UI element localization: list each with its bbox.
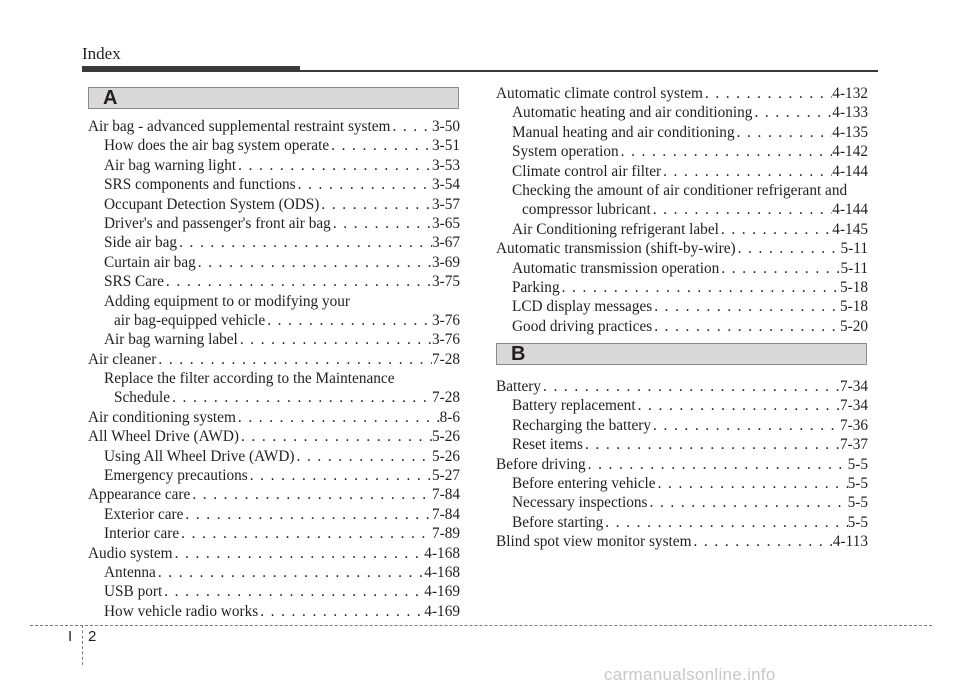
entry-text: Air Conditioning refrigerant label xyxy=(512,220,719,238)
entry-page: 5-5 xyxy=(847,494,868,512)
index-entry xyxy=(88,156,460,175)
dot-leader xyxy=(651,416,840,435)
entry-text: All Wheel Drive (AWD) xyxy=(88,428,239,446)
index-entry xyxy=(496,493,868,512)
watermark: carmanualsonline.info xyxy=(604,665,776,684)
entry-text: USB port xyxy=(104,583,163,601)
dot-leader xyxy=(258,602,424,621)
entry-text: Before entering vehicle xyxy=(512,474,656,492)
entry-page: 3-65 xyxy=(431,214,460,232)
entry-text: Emergency precautions xyxy=(104,467,248,485)
entry-page: 4-142 xyxy=(832,143,868,161)
entry-text: Automatic transmission operation xyxy=(512,259,720,277)
index-entry xyxy=(88,447,460,466)
dot-leader xyxy=(661,162,832,181)
header-rule-thick xyxy=(82,66,300,72)
dot-leader xyxy=(329,136,432,155)
index-entry xyxy=(88,485,460,504)
index-entry xyxy=(88,408,460,427)
entry-page: 4-144 xyxy=(832,162,868,180)
entry-text: Appearance care xyxy=(88,486,191,504)
footer-rule xyxy=(30,625,932,626)
entry-text: Driver's and passenger's front air bag xyxy=(104,214,331,232)
index-entry xyxy=(496,455,868,474)
dot-leader xyxy=(265,311,432,330)
entry-text: Before driving xyxy=(496,455,586,473)
entry-text: Curtain air bag xyxy=(104,253,196,271)
entry-page: 5-18 xyxy=(839,278,868,296)
index-entry xyxy=(88,563,460,582)
index-entry xyxy=(88,602,460,621)
dot-leader xyxy=(179,524,432,543)
dot-leader xyxy=(164,272,432,291)
index-entry xyxy=(88,253,460,272)
entry-page: 5-26 xyxy=(431,447,460,465)
footer-section-label: I xyxy=(68,628,73,645)
dot-leader xyxy=(652,317,840,336)
entry-text: Necessary inspections xyxy=(512,494,648,512)
index-entry xyxy=(496,162,868,181)
entry-page: 7-84 xyxy=(431,486,460,504)
section-header-b xyxy=(496,343,867,365)
entry-page: 5-5 xyxy=(847,474,868,492)
entry-text: Interior care xyxy=(104,525,180,543)
entry-page: 4-132 xyxy=(832,85,868,102)
index-entry xyxy=(496,396,868,415)
index-entry xyxy=(496,142,868,161)
entry-text: Reset items xyxy=(512,436,583,454)
entry-page: 5-5 xyxy=(847,513,868,531)
index-entry xyxy=(496,200,868,219)
dot-leader xyxy=(636,396,840,415)
index-entry xyxy=(88,214,460,233)
index-entry xyxy=(496,259,868,278)
index-entry xyxy=(496,435,868,454)
entry-text: Schedule xyxy=(114,389,171,407)
entry-page: 4-168 xyxy=(424,544,460,562)
index-column-right-a xyxy=(496,84,868,336)
entry-page: 5-27 xyxy=(431,467,460,485)
entry-text: Air bag - advanced supplemental restraint system xyxy=(88,118,391,135)
dot-leader xyxy=(319,195,432,214)
dot-leader xyxy=(156,563,424,582)
index-entry xyxy=(88,582,460,601)
index-entry xyxy=(88,330,460,349)
entry-text: Audio system xyxy=(88,544,173,562)
entry-page: 7-89 xyxy=(431,525,460,543)
entry-text: Battery replacement xyxy=(512,397,636,415)
index-entry xyxy=(88,175,460,194)
entry-text: Parking xyxy=(512,278,560,296)
entry-page: 3-76 xyxy=(431,331,460,349)
entry-page: 7-36 xyxy=(839,416,868,434)
entry-page: 7-37 xyxy=(839,436,868,454)
entry-text: SRS Care xyxy=(104,273,164,291)
dot-leader xyxy=(648,493,848,512)
entry-page: 7-34 xyxy=(839,397,868,415)
entry-page: 7-28 xyxy=(431,350,460,368)
dot-leader xyxy=(236,156,432,175)
entry-page: 4-113 xyxy=(832,533,868,551)
section-header-a xyxy=(88,87,459,109)
entry-page: 4-169 xyxy=(424,583,460,601)
dot-leader xyxy=(177,233,432,252)
index-entry xyxy=(88,311,460,330)
entry-text: Air conditioning system xyxy=(88,408,236,426)
entry-text: LCD display messages xyxy=(512,298,653,316)
index-entry xyxy=(88,136,460,155)
index-entry xyxy=(88,272,460,291)
entry-page: 4-169 xyxy=(424,602,460,620)
entry-text: SRS components and functions xyxy=(104,176,296,194)
dot-leader xyxy=(248,466,432,485)
entry-page: 3-57 xyxy=(431,195,460,213)
index-entry xyxy=(496,103,868,122)
index-entry xyxy=(88,195,460,214)
index-entry xyxy=(88,369,460,388)
dot-leader xyxy=(173,544,425,563)
entry-text: Before starting xyxy=(512,513,604,531)
dot-leader xyxy=(196,253,432,272)
dot-leader xyxy=(239,427,432,446)
header-rule-thin xyxy=(300,70,878,72)
dot-leader xyxy=(736,239,841,258)
entry-page: 3-50 xyxy=(431,118,460,135)
entry-text: Good driving practices xyxy=(512,317,653,335)
page-title: Index xyxy=(82,44,121,63)
dot-leader xyxy=(719,259,840,278)
entry-text: Battery xyxy=(496,378,542,395)
index-entry xyxy=(88,544,460,563)
index-entry xyxy=(88,233,460,252)
dot-leader xyxy=(703,84,832,103)
entry-text: Antenna xyxy=(104,563,156,581)
index-column-left xyxy=(88,117,460,621)
dot-leader xyxy=(162,582,424,601)
index-entry xyxy=(496,297,868,316)
index-entry xyxy=(88,350,460,369)
dot-leader xyxy=(656,474,848,493)
entry-text: Automatic heating and air conditioning xyxy=(512,104,753,122)
entry-page: 5-18 xyxy=(839,298,868,316)
entry-page: 7-84 xyxy=(431,505,460,523)
entry-page: 3-67 xyxy=(431,234,460,252)
index-entry xyxy=(496,278,868,297)
entry-page: 4-144 xyxy=(832,201,868,219)
dot-leader xyxy=(583,435,840,454)
entry-page: 7-34 xyxy=(839,378,868,395)
entry-text: System operation xyxy=(512,143,619,161)
entry-text: Recharging the battery xyxy=(512,416,652,434)
dot-leader xyxy=(603,513,847,532)
footer-divider xyxy=(82,625,83,665)
entry-text: Air bag warning label xyxy=(104,331,238,349)
dot-leader xyxy=(691,532,832,551)
entry-text: Occupant Detection System (ODS) xyxy=(104,195,320,213)
index-entry xyxy=(88,466,460,485)
entry-page: 5-20 xyxy=(839,317,868,335)
index-column-right-b xyxy=(496,377,868,552)
entry-page: 4-135 xyxy=(832,123,868,141)
dot-leader xyxy=(541,377,840,396)
entry-text: air bag-equipped vehicle xyxy=(114,311,266,329)
index-entry xyxy=(496,532,868,551)
entry-text: Automatic transmission (shift-by-wire) xyxy=(496,240,736,258)
entry-text: Exterior care xyxy=(104,505,184,523)
dot-leader xyxy=(295,447,432,466)
entry-text: Blind spot view monitor system xyxy=(496,533,692,551)
entry-text: How vehicle radio works xyxy=(104,602,259,620)
entry-text: Automatic climate control system xyxy=(496,85,703,102)
dot-leader xyxy=(236,408,440,427)
entry-page: 8-6 xyxy=(439,408,460,426)
index-entry xyxy=(88,524,460,543)
index-entry xyxy=(496,123,868,142)
dot-leader xyxy=(651,200,833,219)
index-entry xyxy=(496,181,868,200)
entry-page: 3-53 xyxy=(431,156,460,174)
index-entry xyxy=(496,513,868,532)
dot-leader xyxy=(719,220,832,239)
entry-page: 3-69 xyxy=(431,253,460,271)
entry-page: 5-11 xyxy=(840,259,868,277)
entry-text: Air cleaner xyxy=(88,350,157,368)
entry-text: Manual heating and air conditioning xyxy=(512,123,735,141)
entry-text: Adding equipment to or modifying your xyxy=(104,292,350,310)
index-entry xyxy=(496,317,868,336)
index-entry xyxy=(88,388,460,407)
index-entry xyxy=(88,117,460,136)
dot-leader xyxy=(619,142,833,161)
dot-leader xyxy=(390,117,432,136)
dot-leader xyxy=(190,485,432,504)
index-entry xyxy=(496,84,868,103)
entry-page: 3-75 xyxy=(431,273,460,291)
entry-page: 4-168 xyxy=(424,563,460,581)
dot-leader xyxy=(296,175,432,194)
dot-leader xyxy=(735,123,833,142)
entry-text: Using All Wheel Drive (AWD) xyxy=(104,447,295,465)
entry-text: Replace the filter according to the Maintenance xyxy=(104,370,395,388)
entry-text: How does the air bag system operate xyxy=(104,137,330,155)
entry-page: 3-76 xyxy=(431,311,460,329)
entry-page: 5-5 xyxy=(847,455,868,473)
index-entry xyxy=(496,220,868,239)
index-entry xyxy=(88,427,460,446)
entry-page: 7-28 xyxy=(431,389,460,407)
dot-leader xyxy=(156,350,432,369)
index-entry xyxy=(88,505,460,524)
dot-leader xyxy=(238,330,432,349)
dot-leader xyxy=(331,214,432,233)
index-entry xyxy=(496,474,868,493)
section-letter-a: A xyxy=(103,87,118,109)
dot-leader xyxy=(652,297,840,316)
dot-leader xyxy=(170,388,432,407)
dot-leader xyxy=(586,455,848,474)
section-letter-b: B xyxy=(511,343,526,365)
index-entry xyxy=(496,377,868,396)
footer-page-number: 2 xyxy=(88,628,97,645)
entry-page: 5-26 xyxy=(431,428,460,446)
dot-leader xyxy=(183,505,432,524)
entry-text: Checking the amount of air conditioner refrigerant and xyxy=(512,181,848,199)
dot-leader xyxy=(752,103,832,122)
entry-page: 3-51 xyxy=(431,137,460,155)
entry-text: Air bag warning light xyxy=(104,156,237,174)
index-entry xyxy=(496,239,868,258)
entry-page: 4-145 xyxy=(832,220,868,238)
entry-text: Climate control air filter xyxy=(512,162,662,180)
index-entry xyxy=(496,416,868,435)
entry-text: Side air bag xyxy=(104,234,178,252)
entry-page: 4-133 xyxy=(832,104,868,122)
dot-leader xyxy=(560,278,840,297)
entry-page: 5-11 xyxy=(840,240,868,258)
entry-page: 3-54 xyxy=(431,176,460,194)
index-entry xyxy=(88,292,460,311)
entry-text: compressor lubricant xyxy=(522,201,651,219)
